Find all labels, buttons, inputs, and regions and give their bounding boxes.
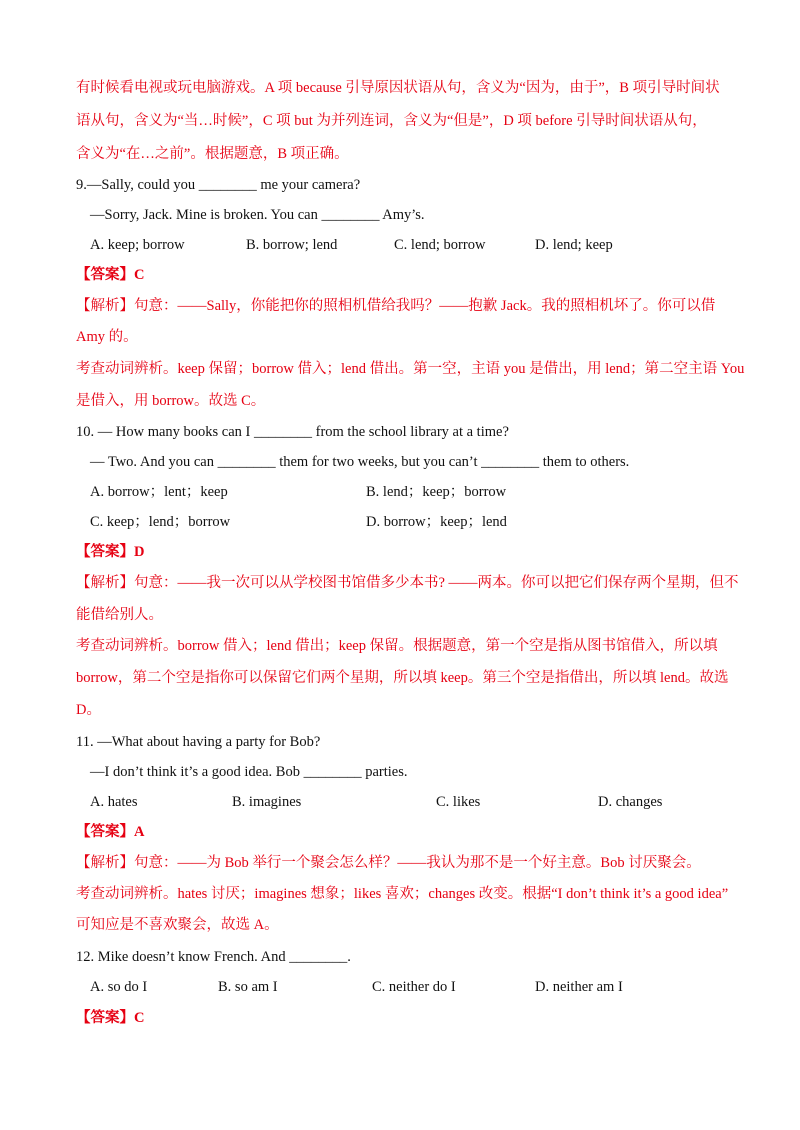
option-b: B. imagines bbox=[232, 794, 302, 810]
answer-label: 【答案】D bbox=[76, 544, 145, 560]
analysis-line: 可知应是不喜欢聚会，故选 A。 bbox=[76, 917, 279, 933]
analysis-line: 考查动词辨析。hates 讨厌；imagines 想象；likes 喜欢；changes 改变。根据“I don’t think it’s a good idea” bbox=[76, 886, 729, 902]
option-a: A. keep; borrow bbox=[90, 237, 185, 253]
question-9-reply: —Sorry, Jack. Mine is broken. You can ________ Amy’s. bbox=[90, 207, 425, 223]
analysis-line: 是借入，用 borrow。故选 C。 bbox=[76, 393, 266, 409]
analysis-line: 能借给别人。 bbox=[76, 607, 163, 623]
analysis-line: 【解析】句意：——为 Bob 举行一个聚会怎么样？——我认为那不是一个好主意。Bob 讨厌聚会。 bbox=[76, 855, 701, 871]
answer-label: 【答案】C bbox=[76, 1010, 145, 1026]
analysis-line: 含义为“在…之前”。根据题意，B 项正确。 bbox=[76, 146, 349, 162]
analysis-line: 【解析】句意：——Sally，你能把你的照相机借给我吗？——抱歉 Jack。我的照相机坏了。你可以借 bbox=[76, 298, 716, 314]
option-a: A. so do I bbox=[90, 979, 148, 995]
answer-label: 【答案】C bbox=[76, 267, 145, 283]
question-11-stem: 11. —What about having a party for Bob? bbox=[76, 734, 321, 750]
question-11-reply: —I don’t think it’s a good idea. Bob ________ parties. bbox=[90, 764, 408, 780]
answer-label: 【答案】A bbox=[76, 824, 145, 840]
option-d: D. borrow；keep；lend bbox=[366, 514, 507, 530]
analysis-line: 语从句，含义为“当…时候”，C 项 but 为并列连词，含义为“但是”，D 项 before 引导时间状语从句， bbox=[76, 113, 707, 129]
analysis-line: 有时候看电视或玩电脑游戏。A 项 because 引导原因状语从句，含义为“因为，由于”，B 项引导时间状 bbox=[76, 80, 720, 96]
option-a: A. hates bbox=[90, 794, 138, 810]
option-d: D. lend; keep bbox=[535, 237, 613, 253]
option-c: C. neither do I bbox=[372, 979, 456, 995]
option-b: B. lend；keep；borrow bbox=[366, 484, 507, 500]
question-12-stem: 12. Mike doesn’t know French. And ________. bbox=[76, 949, 351, 965]
option-b: B. borrow; lend bbox=[246, 237, 338, 253]
question-10-stem: 10. — How many books can I ________ from the school library at a time? bbox=[76, 424, 509, 440]
analysis-line: 考查动词辨析。keep 保留；borrow 借入；lend 借出。第一空，主语 you 是借出，用 lend；第二空主语 You bbox=[76, 361, 745, 377]
option-c: C. lend; borrow bbox=[394, 237, 486, 253]
option-c: C. likes bbox=[436, 794, 481, 810]
option-d: D. neither am I bbox=[535, 979, 623, 995]
question-10-reply: — Two. And you can ________ them for two weeks, but you can’t ________ them to others. bbox=[90, 454, 630, 470]
analysis-line: Amy 的。 bbox=[76, 329, 138, 345]
option-b: B. so am I bbox=[218, 979, 278, 995]
option-c: C. keep；lend；borrow bbox=[90, 514, 231, 530]
option-d: D. changes bbox=[598, 794, 663, 810]
analysis-line: D。 bbox=[76, 702, 101, 718]
analysis-line: borrow，第二个空是指你可以保留它们两个星期，所以填 keep。第三个空是指借出，所以填 lend。故选 bbox=[76, 670, 729, 686]
analysis-line: 【解析】句意：——我一次可以从学校图书馆借多少本书? ——两本。你可以把它们保存两个星期，但不 bbox=[76, 575, 739, 591]
analysis-line: 考查动词辨析。borrow 借入；lend 借出；keep 保留。根据题意，第一个空是指从图书馆借入，所以填 bbox=[76, 638, 718, 654]
question-9-stem: 9.—Sally, could you ________ me your camera? bbox=[76, 177, 361, 193]
option-a: A. borrow；lent；keep bbox=[90, 484, 228, 500]
